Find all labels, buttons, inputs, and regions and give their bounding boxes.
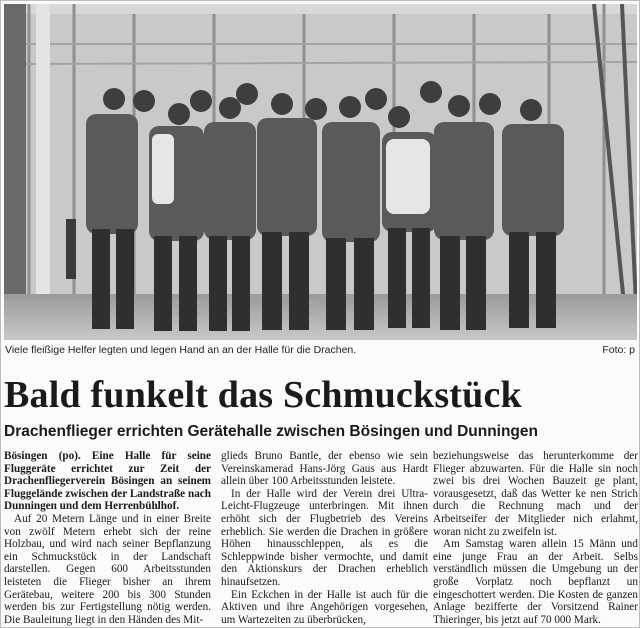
photo-caption <box>5 344 637 360</box>
article-paragraph: beziehungsweise das herunterkomme der Flieger abzuwarten. Für die Halle sin noch zwei bis drei Wochen Bauzeit ge plant, vorausgesetzt, daß das Wetter ke nen Strich durch die Rechnung mach und der Arbeitseifer der Mitglieder nich erlahmt, woran nicht zu zweifeln ist. <box>433 450 638 538</box>
article-subheadline: Drachenflieger errichten Gerätehalle zwischen Bösingen und Dunningen <box>4 423 538 440</box>
article-column-3 <box>433 450 638 628</box>
photo-credit: Foto: p <box>602 344 635 356</box>
article-paragraph: Auf 20 Metern Länge und in einer Breite von zwölf Metern erhebt sich der reine Holzbau, und wird nach seiner Bepflanzung ein Schmuckstück in der Landschaft darstellen. Gegen 600 Arbeitsstunden leisteten die Flieger bisher an ihrem Gerätebau, weitere 200 bis 300 Stunden werden bis zur Fertigstellung nötig werden. Die Bauleitung liegt in den Händen des Mit- <box>4 512 211 626</box>
caption-text: Viele fleißige Helfer legten und legen Hand an an der Halle für die Drachen. <box>5 344 357 356</box>
article-lead: Bösingen (po). Eine Halle für seine Fluggeräte errichtet zur Zeit der Drachenfliegerverein Bösingen an seinem Fluggelände zwischen der Landstraße nach Dunningen und dem Herrenbühlhof. <box>4 450 211 513</box>
article-paragraph: In der Halle wird der Verein drei Ultra-Leicht-Flugzeuge unterbringen. Mit ihnen erhöht sich der Flugbetrieb des Vereins erheblich. Sie werden die Drachen in größere Höhen hinausschleppen, als es die Schleppwinde bisher vermochte, und damit den Aktionskurs der Drachen erheblich hinaufsetzen. <box>221 487 428 588</box>
article-body <box>4 450 638 628</box>
article-paragraph: Ein Eckchen in der Halle ist auch für die Aktiven und ihre Angehörigen vorgesehen, um Wartezeiten zu überbrücken, <box>221 588 428 626</box>
group-photo <box>4 4 637 340</box>
article-column-1 <box>4 450 211 628</box>
article-column-2 <box>221 450 428 628</box>
article-paragraph: glieds Bruno Bantle, der ebenso wie sein Vereinskamerad Hans-Jörg Gaus aus Hardt allein über 100 Arbeitsstunden leistete. <box>221 450 428 488</box>
article-headline: Bald funkelt das Schmuckstück <box>4 374 522 416</box>
article-paragraph: Am Samstag waren allein 15 Männ und eine junge Frau an der Arbeit. Selbs verständlich müssen die Umgebung un der große Vorplatz noch bepflanzt un eingeschottert werden. Die Kosten de ganzen Anlage bezifferte der Vorsitzend Rainer Thieringer, bis jetzt auf 70 000 Mark. <box>433 538 638 626</box>
